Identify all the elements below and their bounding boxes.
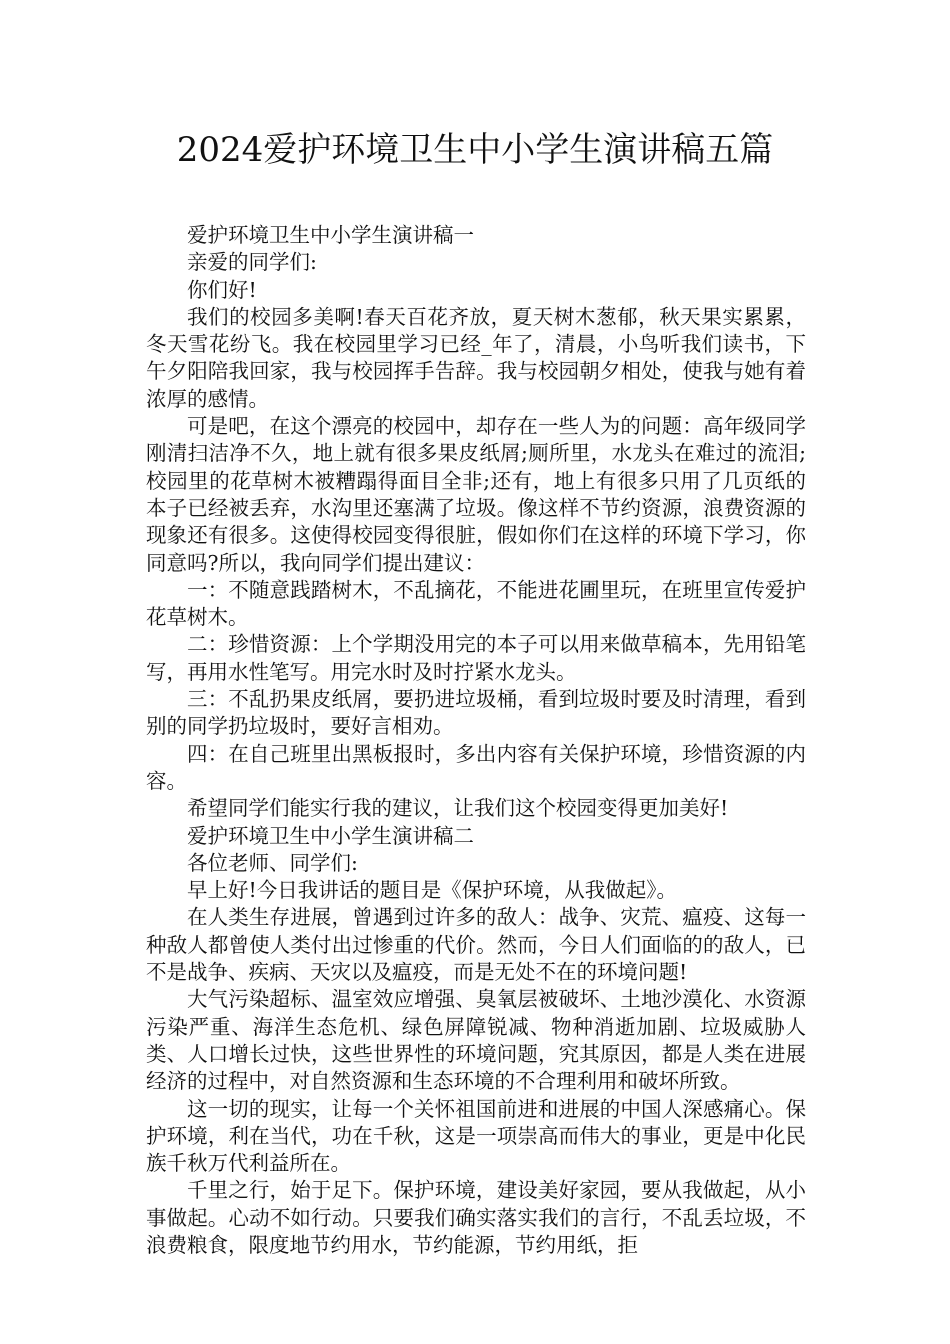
paragraph: 这一切的现实，让每一个关怀祖国前进和进展的中国人深感痛心。保护环境，利在当代，功在千秋，这是一项崇高而伟大的事业，更是中化民族千秋万代利益所在。: [146, 1096, 806, 1176]
paragraph: 四：在自己班里出黑板报时，多出内容有关保护环境，珍惜资源的内容。: [146, 741, 806, 793]
paragraph: 可是吧，在这个漂亮的校园中，却存在一些人为的问题：高年级同学刚清扫洁净不久，地上就有很多果皮纸屑;厕所里，水龙头在难过的流泪;校园里的花草树木被糟蹋得面目全非;还有，地上有很多只用了几页纸的本子已经被丢弃，水沟里还塞满了垃圾。像这样不节约资源，浪费资源的现象还有很多。这使得校园变得很脏，假如你们在这样的环境下学习，你同意吗?所以，我向同学们提出建议：: [146, 414, 806, 575]
paragraph: 大气污染超标、温室效应增强、臭氧层被破坏、土地沙漠化、水资源污染严重、海洋生态危机、绿色屏障锐减、物种消逝加剧、垃圾威胁人类、人口增长过快，这些世界性的环境问题，究其原因，都是人类在进展经济的过程中，对自然资源和生态环境的不合理利用和破坏所致。: [146, 987, 806, 1094]
paragraph: 在人类生存进展，曾遇到过许多的敌人：战争、灾荒、瘟疫、这每一种敌人都曾使人类付出过惨重的代价。然而，今日人们面临的的敌人，已不是战争、疾病、天灾以及瘟疫，而是无处不在的环境问题!: [146, 905, 806, 985]
paragraph: 二：珍惜资源：上个学期没用完的本子可以用来做草稿本，先用铅笔写，再用水性笔写。用完水时及时拧紧水龙头。: [146, 632, 806, 684]
paragraph: 一：不随意践踏树木，不乱摘花，不能进花圃里玩，在班里宣传爱护花草树木。: [146, 577, 806, 630]
document-body: [146, 222, 806, 1259]
paragraph: 爱护环境卫生中小学生演讲稿一: [187, 223, 474, 247]
paragraph: 我们的校园多美啊!春天百花齐放，夏天树木葱郁，秋天果实累累，冬天雪花纷飞。我在校园里学习已经_年了，清晨，小鸟听我们读书，下午夕阳陪我回家，我与校园挥手告辞。我与校园朝夕相处，使我与她有着浓厚的感情。: [146, 304, 806, 411]
paragraph: 早上好!今日我讲话的题目是《保护环境，从我做起》。: [187, 878, 677, 903]
paragraph: 千里之行，始于足下。保护环境，建设美好家园，要从我做起，从小事做起。心动不如行动。只要我们确实落实我们的言行，不乱丢垃圾，不浪费粮食，限度地节约用水，节约能源，节约用纸，拒: [146, 1178, 806, 1257]
paragraph: 三：不乱扔果皮纸屑，要扔进垃圾桶，看到垃圾时要及时清理，看到别的同学扔垃圾时，要好言相劝。: [146, 687, 806, 739]
document-title: 2024爱护环境卫生中小学生演讲稿五篇: [176, 130, 774, 170]
paragraph: 爱护环境卫生中小学生演讲稿二: [187, 823, 474, 848]
paragraph: 你们好!: [187, 277, 257, 302]
paragraph: 亲爱的同学们:: [187, 250, 317, 275]
paragraph: 希望同学们能实行我的建议，让我们这个校园变得更加美好!: [187, 796, 729, 821]
paragraph: 各位老师、同学们:: [187, 850, 358, 875]
